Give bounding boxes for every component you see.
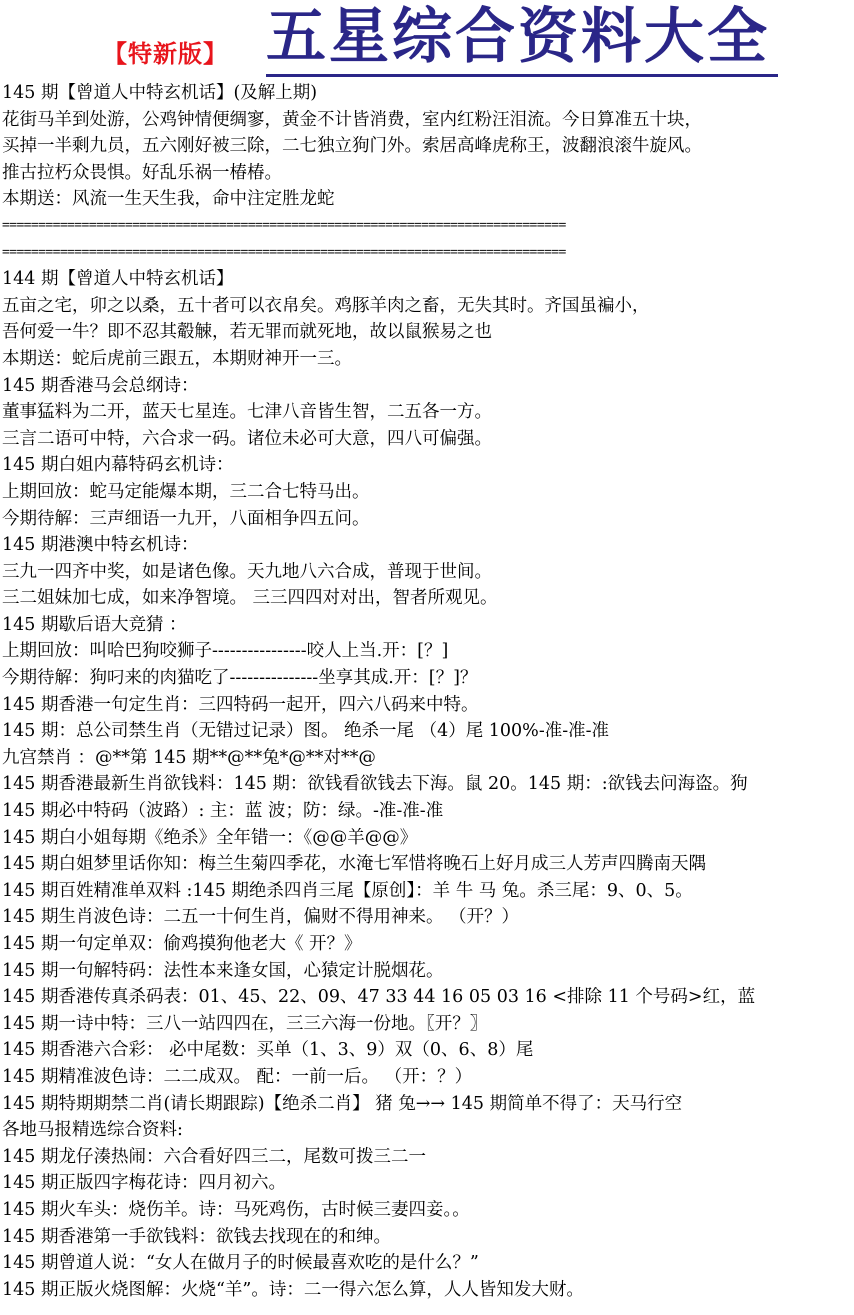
text-line: 145 期龙仔湊热闹：六合看好四三二，尾数可拨三二一 (2, 1146, 426, 1167)
text-line: 145 期必中特码（波路）: 主：蓝 波；防：绿。-准-准-准 (2, 801, 444, 822)
text-line: 145 期香港六合彩： 必中尾数：买单（1、3、9）双（0、6、8）尾 (2, 1040, 534, 1061)
text-line: 各地马报精选综合资料: (2, 1120, 183, 1141)
text-line: 145 期白小姐每期《绝杀》全年错一：《@@羊@@》 (2, 827, 418, 848)
text-line: 今期待解：三声细语一九开，八面相争四五问。 (2, 508, 370, 529)
text-line: 145 期【曾道人中特玄机话】(及解上期) (2, 83, 318, 103)
text-line: 本期送：蛇后虎前三跟五，本期财神开一三。 (2, 348, 352, 369)
text-line: 花街马羊到处游，公鸡钟情便绸寥，黄金不计皆消费，室内红粉汪泪流。今日算准五十块， (2, 109, 702, 130)
text-line: 本期送：风流一生天生我，命中注定胜龙蛇 (2, 189, 335, 210)
text-line: 145 期白姐内幕特码玄机诗： (2, 455, 234, 476)
title-underline (266, 74, 778, 77)
text-line: 九宫禁肖 ：@**第 145 期**@**兔*@**对**@ (2, 747, 376, 768)
text-line: 145 期特期期禁二肖(请长期跟踪)【绝杀二肖】 猪 兔→→ 145 期简单不得了：天马行空 (2, 1093, 683, 1114)
text-line: 145 期香港最新生肖欲钱料：145 期：欲钱看欲钱去下海。鼠 20。145 期：:欲钱去问海盗。狗 (2, 774, 748, 795)
text-line: 144 期【曾道人中特玄机话】 (2, 269, 234, 290)
text-line: 145 期：总公司禁生肖（无错过记录）图。 绝杀一尾 （4）尾 100%-准-准-准 (2, 721, 610, 742)
text-line: 145 期一诗中特：三八一站四四在，三三六海一份地。〖开？〗 (2, 1013, 488, 1034)
separator-line: ============================================================================== (2, 217, 566, 233)
text-line: 145 期火车头：烧伤羊。诗：马死鸡伤，古时候三妻四妾。。 (2, 1199, 470, 1220)
text-line: 145 期生肖波色诗：二五一十何生肖，偏财不得用神来。 （开？） (2, 907, 520, 928)
text-line: 145 期百姓精准单双料 :145 期绝杀四肖三尾【原创】：羊 牛 马 兔。杀三尾：9、0、5。 (2, 880, 693, 901)
text-line: 上期回放：叫哈巴狗咬狮子----------------咬人上当.开：[？] (2, 641, 449, 662)
text-line: 三二姐妹加七成，如来净智境。 三三四四对对出，智者所观见。 (2, 588, 498, 609)
text-line: 145 期正版火烧图解：火烧“羊”。诗：二一得六怎么算，人人皆知发大财。 (2, 1279, 584, 1300)
text-line: 吾何爱一牛？即不忍其觳觫，若无罪而就死地，故以鼠猴易之也 (2, 322, 492, 343)
text-line: 145 期曾道人说：“女人在做月子的时候最喜欢吃的是什么？” (2, 1253, 479, 1274)
text-line: 145 期白姐梦里话你知：梅兰生菊四季花，水淹七军惜将晚石上好月成三人芳声四腾南天隅 (2, 854, 706, 875)
text-line: 买掉一半剩九员，五六刚好被三除，二七独立狗门外。索居高峰虎称王，波翻浪滚牛旋风。 (2, 136, 702, 157)
text-line: 三言二语可中特，六合求一码。诸位未必可大意，四八可偏强。 (2, 428, 492, 449)
text-line: 上期回放：蛇马定能爆本期，三二合七特马出。 (2, 481, 370, 502)
text-line: 五亩之宅，卯之以桑，五十者可以衣帛矣。鸡豚羊肉之畜，无失其时。齐国虽褊小， (2, 295, 650, 316)
text-line: 145 期香港第一手欲钱料：欲钱去找现在的和绅。 (2, 1226, 391, 1247)
page-header (0, 0, 854, 82)
text-line: 145 期港澳中特玄机诗： (2, 535, 199, 556)
text-line: 145 期正版四字梅花诗：四月初六。 (2, 1173, 286, 1194)
document-body (2, 80, 854, 1303)
text-line: 董事猛料为二开，蓝天七星连。七津八音皆生智，二五各一方。 (2, 402, 492, 423)
text-line: 三九一四齐中奖，如是诸色像。天九地八六合成，普现于世间。 (2, 561, 492, 582)
text-line: 145 期一句解特码：法性本来逢女国，心猿定计脱烟花。 (2, 960, 444, 981)
text-line: 今期待解：狗叼来的肉猫吃了---------------坐享其成.开：[？]？ (2, 668, 478, 689)
text-line: 145 期香港传真杀码表：01、45、22、09、47 33 44 16 05 03 16 <排除 11 个号码>红，蓝 (2, 987, 756, 1008)
text-line: 145 期精准波色诗：二二成双。 配：一前一后。 （开：？） (2, 1066, 473, 1087)
text-line: 推古拉朽众畏惧。好乱乐祸一椿椿。 (2, 162, 282, 183)
page-title: 五星综合资料大全 (266, 2, 770, 72)
edition-badge: 【特新版】 (103, 40, 228, 68)
text-line: 145 期一句定单双：偷鸡摸狗他老大《 开？》 (2, 934, 362, 954)
separator-line: ============================================================================== (2, 244, 566, 260)
text-line: 145 期香港马会总纲诗： (2, 375, 199, 396)
text-line: 145 期香港一句定生肖：三四特码一起开，四六八码来中特。 (2, 694, 479, 715)
text-line: 145 期歇后语大竞猜 ： (2, 614, 187, 635)
